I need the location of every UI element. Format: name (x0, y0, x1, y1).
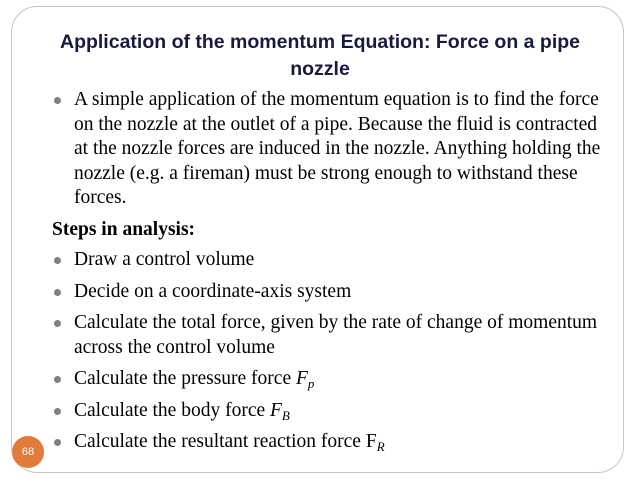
step-item (52, 367, 612, 392)
page-number: 68 (21, 446, 35, 458)
force-symbol: F (295, 368, 308, 389)
intro-bullet-item (52, 88, 612, 211)
force-subscript: R (376, 439, 385, 454)
step-text: Calculate the total force, given by the rate of change of momentum across the control volume (74, 312, 598, 358)
force-symbol: F (270, 399, 282, 421)
step-item (52, 399, 612, 424)
bullet-icon (54, 439, 61, 446)
bullet-icon (54, 408, 61, 415)
step-item (52, 311, 612, 360)
step-item (52, 280, 612, 305)
force-symbol: F (365, 431, 377, 452)
step-text: Calculate the body force (74, 399, 270, 421)
step-item (52, 248, 612, 273)
page-number-badge (12, 436, 44, 468)
bullet-icon (54, 97, 61, 104)
force-subscript: p (307, 376, 315, 391)
step-text: Decide on a coordinate-axis system (74, 280, 352, 302)
step-text: Calculate the resultant reaction force (74, 431, 366, 452)
force-subscript: B (281, 407, 290, 423)
bullet-icon (54, 257, 61, 264)
bullet-icon (54, 320, 61, 327)
slide-title: Application of the momentum Equation: Force on a pipe nozzle (59, 31, 580, 80)
steps-heading: Steps in analysis: (52, 218, 196, 240)
step-text: Draw a control volume (74, 249, 255, 270)
slide-content (52, 88, 612, 462)
step-item (52, 430, 612, 455)
intro-bullet-text: A simple application of the momentum equation is to find the force on the nozzle at the outlet of a pipe. Because the fluid is contracted at the nozzle forces are induced in the nozzle. Anything holding the nozzle (e.g. a fireman) must be strong enough to withstand these forces. (74, 89, 601, 208)
step-text: Calculate the pressure force (74, 368, 296, 389)
bullet-icon (54, 289, 61, 296)
bullet-icon (54, 376, 61, 383)
